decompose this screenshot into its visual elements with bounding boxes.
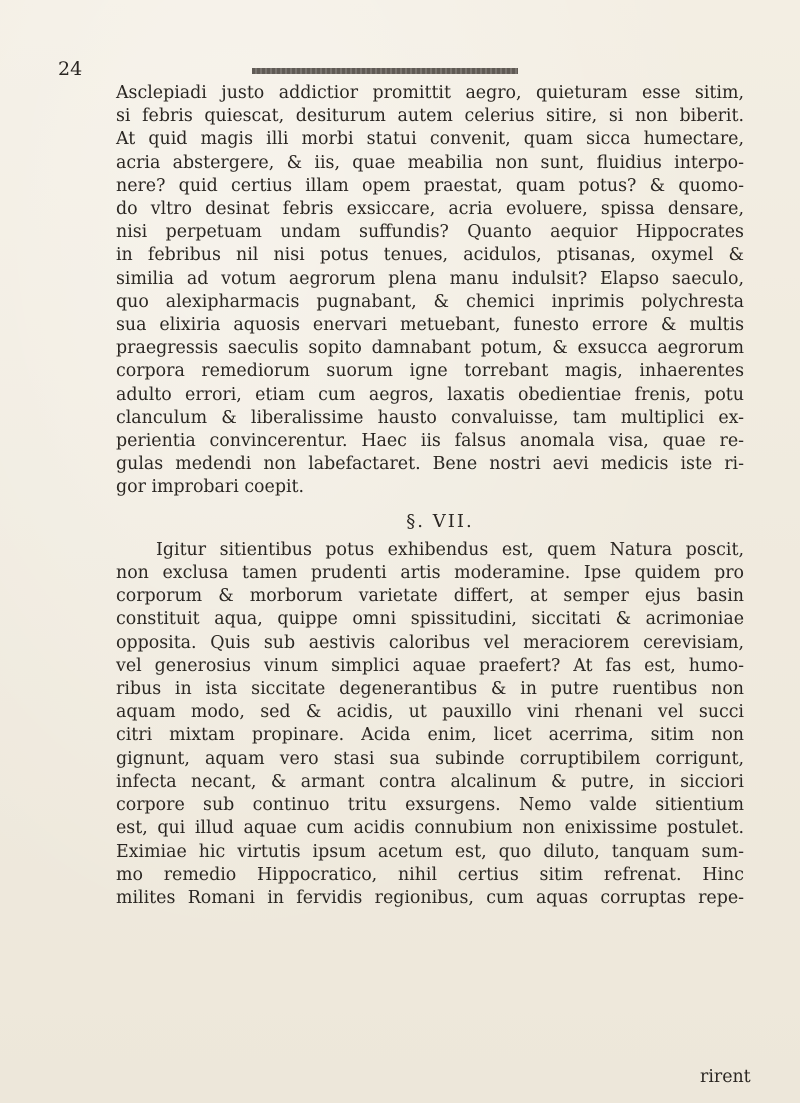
margin-smudge bbox=[22, 990, 62, 1070]
text-line: adulto errori, etiam cum aegros, laxatis obedientiae frenis, potu bbox=[116, 384, 744, 405]
text-line: Asclepiadi justo addictior promittit aegro, quieturam esse sitim, bbox=[116, 83, 744, 103]
text-line: corpore sub continuo tritu exsurgens. Nemo valde sitientium bbox=[116, 795, 744, 816]
text-line: vel generosius vinum simplici aquae praefert? At fas est, humo- bbox=[116, 655, 744, 676]
text-line: nisi perpetuam undam suffundis? Quanto aequior Hippocrates bbox=[116, 222, 744, 243]
text-line: gulas medendi non labefactaret. Bene nostri aevi medicis iste ri- bbox=[116, 454, 744, 475]
text-line: Igitur sitientibus potus exhibendus est, quem Natura poscit, bbox=[156, 539, 744, 560]
paragraph-2 bbox=[116, 539, 744, 910]
text-line: citri mixtam propinare. Acida enim, licet acerrima, sitim non bbox=[116, 725, 744, 746]
paragraph-1 bbox=[116, 82, 744, 500]
text-line: ribus in ista siccitate degenerantibus & in putre ruentibus non bbox=[116, 679, 744, 700]
text-line: quo alexipharmacis pugnabant, & chemici inprimis polychresta bbox=[116, 291, 744, 312]
text-line: corpora remediorum suorum igne torrebant magis, inhaerentes bbox=[116, 361, 744, 382]
header-ornament-rule bbox=[252, 68, 518, 74]
text-line: corporum & morborum varietate differt, at semper ejus basin bbox=[116, 586, 744, 607]
text-line: gor improbari coepit. bbox=[116, 477, 305, 498]
text-line: milites Romani in fervidis regionibus, cum aquas corruptas repe- bbox=[116, 887, 744, 908]
text-line: do vltro desinat febris exsiccare, acria evoluere, spissa densare, bbox=[116, 199, 744, 220]
section-heading: §. VII. bbox=[406, 510, 474, 532]
text-line: praegressis saeculis sopito damnabant potum, & exsucca aegrorum bbox=[116, 338, 744, 359]
text-line: acria abstergere, & iis, quae meabilia non sunt, fluidius interpo- bbox=[116, 152, 744, 173]
text-line: similia ad votum aegrorum plena manu indulsit? Elapso saeculo, bbox=[116, 268, 744, 289]
catchword: rirent bbox=[700, 1067, 751, 1087]
text-line: perientia convincerentur. Haec iis falsus anomala visa, quae re- bbox=[116, 431, 744, 452]
text-line: si febris quiescat, desiturum autem celerius sitire, si non biberit. bbox=[116, 106, 744, 127]
text-line: opposita. Quis sub aestivis caloribus vel meraciorem cerevisiam, bbox=[116, 632, 744, 653]
page-header bbox=[58, 58, 738, 80]
text-line: sua elixiria aquosis enervari metuebant, funesto errore & multis bbox=[116, 315, 744, 336]
page-number: 24 bbox=[58, 58, 83, 80]
body-text bbox=[116, 82, 744, 910]
text-line: constituit aqua, quippe omni spissitudini, siccitati & acrimoniae bbox=[116, 609, 744, 630]
text-line: mo remedio Hippocratico, nihil certius sitim refrenat. Hinc bbox=[116, 864, 744, 885]
text-line: in febribus nil nisi potus tenues, acidulos, ptisanas, oxymel & bbox=[116, 245, 744, 266]
text-line: est, qui illud aquae cum acidis connubium non enixissime postulet. bbox=[116, 818, 744, 839]
text-line: At quid magis illi morbi statui convenit, quam sicca humectare, bbox=[116, 129, 744, 150]
text-line: clanculum & liberalissime hausto convaluisse, tam multiplici ex- bbox=[116, 407, 744, 428]
text-line: nere? quid certius illam opem praestat, quam potus? & quomo- bbox=[116, 175, 744, 196]
text-line: infecta necant, & armant contra alcalinum & putre, in sicciori bbox=[116, 771, 744, 792]
text-line: non exclusa tamen prudenti artis moderamine. Ipse quidem pro bbox=[116, 563, 744, 584]
text-line: Eximiae hic virtutis ipsum acetum est, quo diluto, tanquam sum- bbox=[116, 841, 744, 862]
text-line: gignunt, aquam vero stasi sua subinde corruptibilem corrigunt, bbox=[116, 748, 744, 769]
text-line: aquam modo, sed & acidis, ut pauxillo vini rhenani vel succi bbox=[116, 702, 744, 723]
